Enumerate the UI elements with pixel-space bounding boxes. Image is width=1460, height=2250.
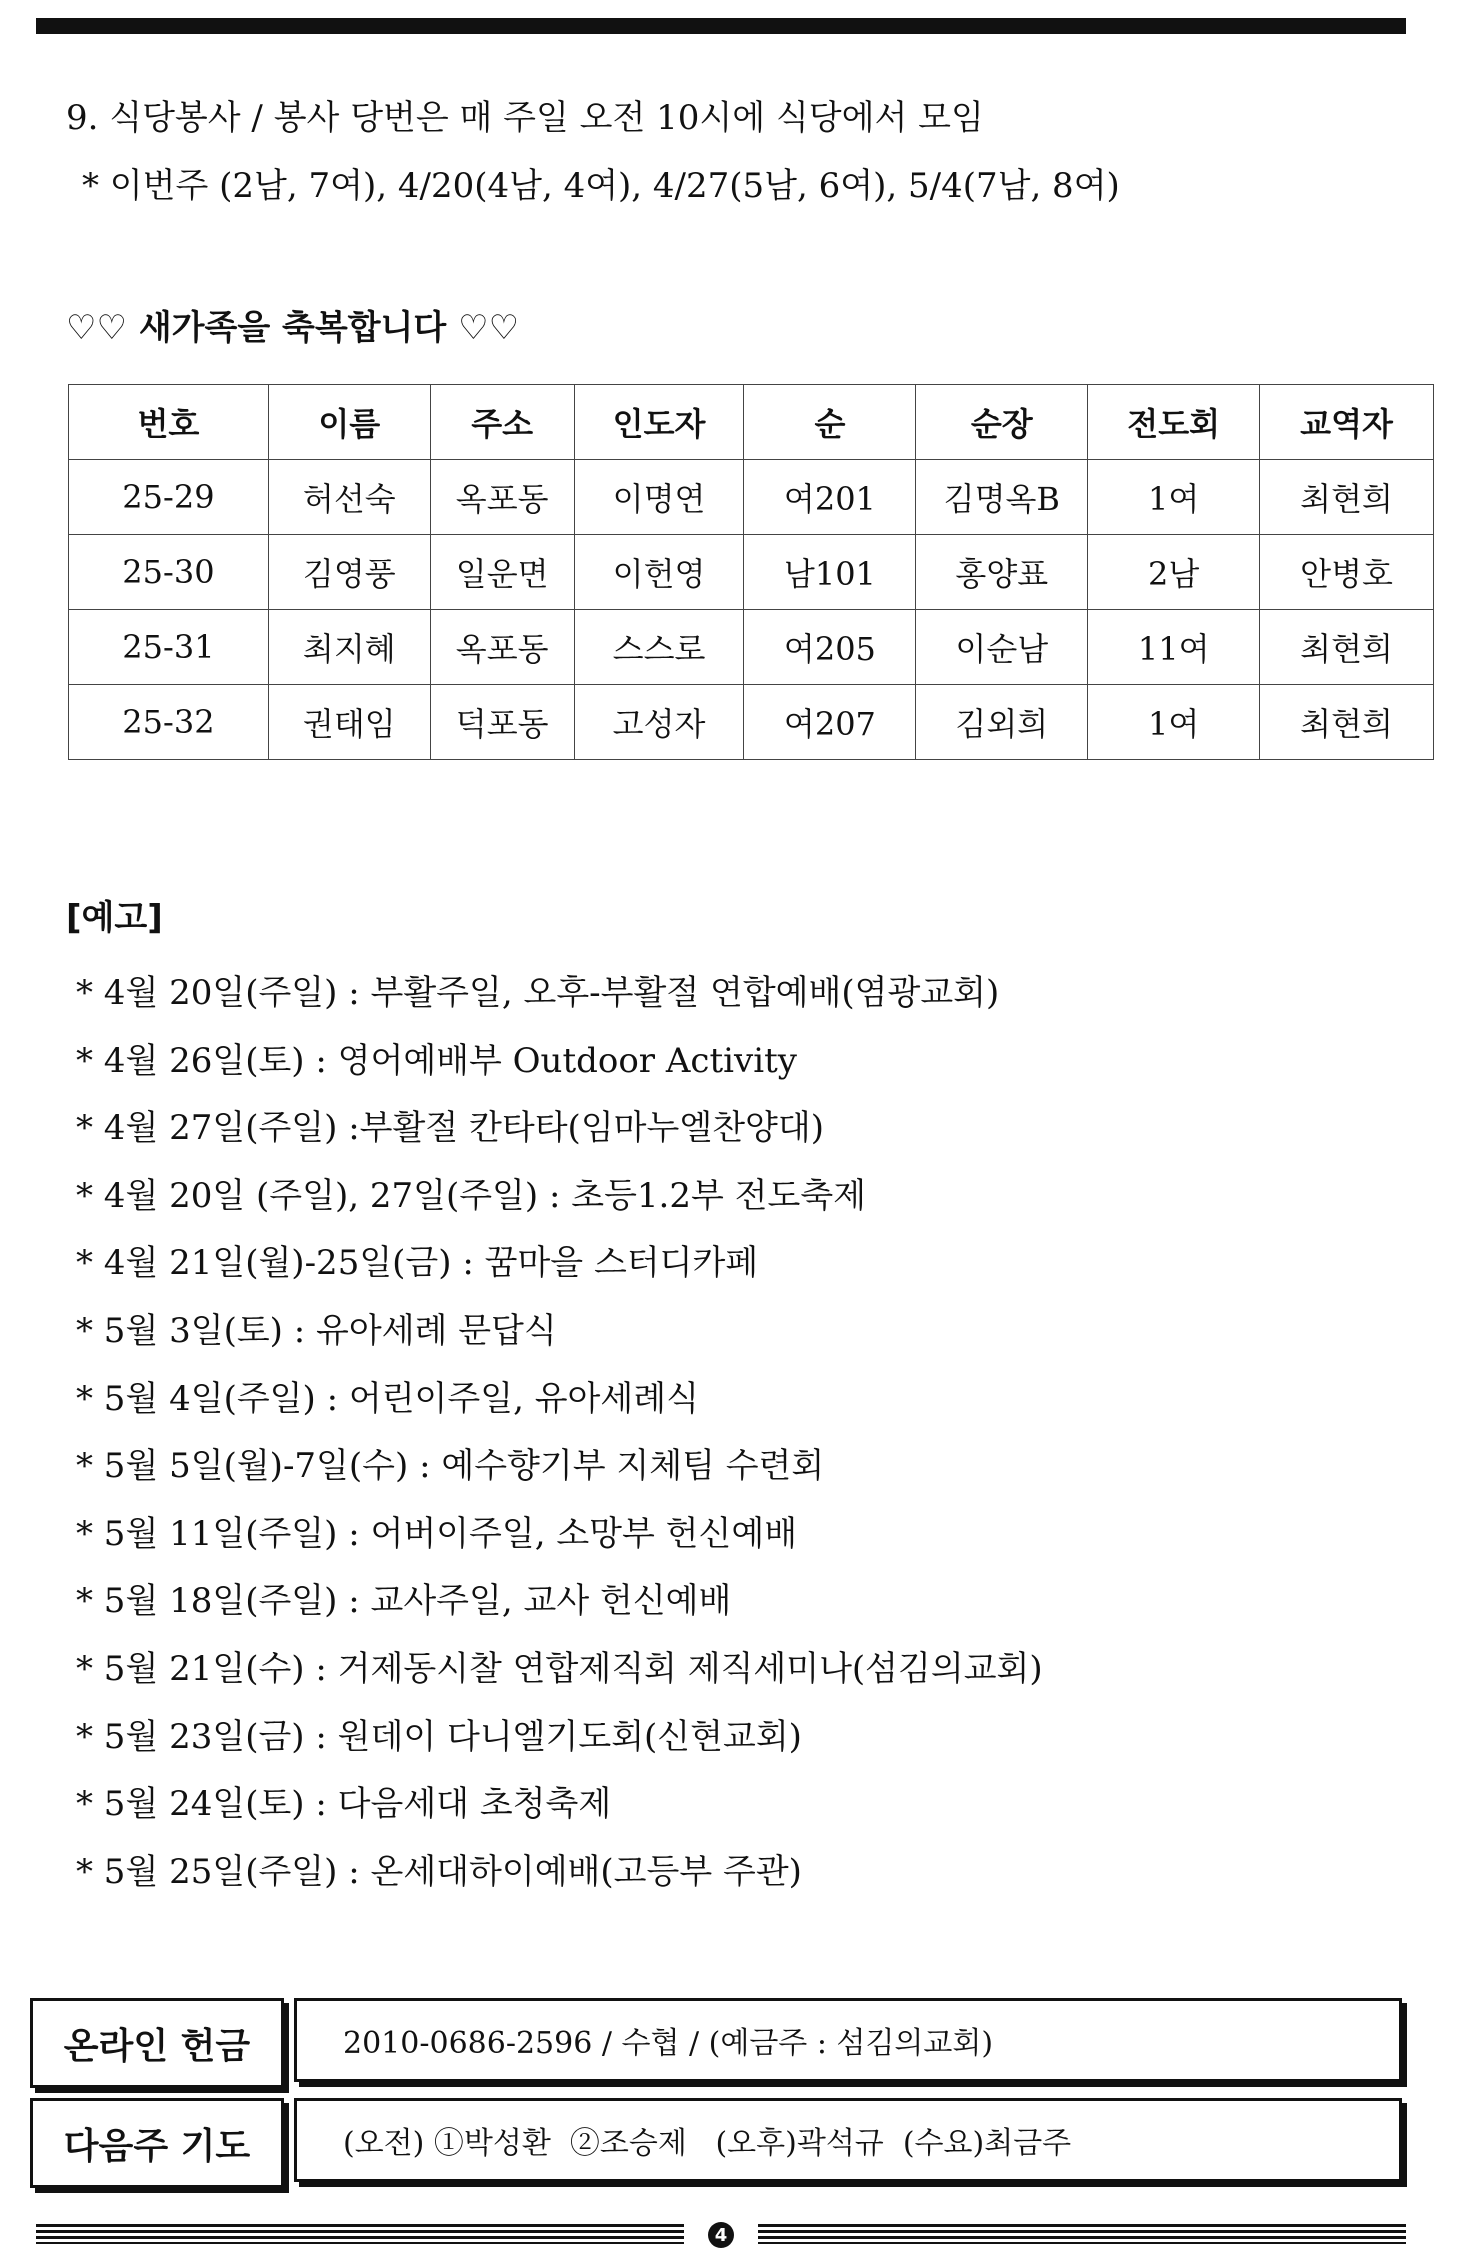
cell-guide: 스스로 bbox=[574, 610, 744, 685]
online-offering-row bbox=[30, 1998, 1410, 2090]
list-item: * 5월 5일(월)-7일(수) : 예수향기부 지체팀 수련회 bbox=[76, 1446, 825, 1487]
cell-name: 최지혜 bbox=[268, 610, 430, 685]
cell-mission-group: 2남 bbox=[1088, 535, 1260, 610]
cell-mission-group: 1여 bbox=[1088, 460, 1260, 535]
cafeteria-service-text: 9. 식당봉사 / 봉사 당번은 매 주일 오전 10시에 식당에서 모임 bbox=[66, 98, 984, 138]
header-name: 이름 bbox=[268, 385, 430, 460]
cell-cell-leader: 이순남 bbox=[916, 610, 1088, 685]
header-guide: 인도자 bbox=[574, 385, 744, 460]
header-address: 주소 bbox=[430, 385, 574, 460]
cell-cell-group: 여205 bbox=[744, 610, 916, 685]
list-item: * 4월 21일(월)-25일(금) : 꿈마을 스터디카페 bbox=[76, 1243, 759, 1284]
new-family-title-text: 새가족을 축복합니다 bbox=[138, 308, 447, 348]
hearts-right-icon: ♡♡ bbox=[458, 308, 520, 348]
cell-number: 25-29 bbox=[69, 460, 269, 535]
new-family-table bbox=[68, 384, 1434, 760]
cell-cell-group: 남101 bbox=[744, 535, 916, 610]
list-item: * 5월 23일(금) : 원데이 다니엘기도회(신현교회) bbox=[76, 1716, 802, 1757]
cell-address: 옥포동 bbox=[430, 610, 574, 685]
cell-mission-group: 11여 bbox=[1088, 610, 1260, 685]
next-week-prayer-value: (오전) ①박성환 ②조승제 (오후)곽석규 (수요)최금주 bbox=[294, 2098, 1402, 2182]
online-offering-account: 2010-0686-2596 / 수협 / (예금주 : 섬김의교회) bbox=[294, 1998, 1402, 2082]
cell-number: 25-30 bbox=[69, 535, 269, 610]
cell-mission-group: 1여 bbox=[1088, 685, 1260, 760]
online-offering-label: 온라인 헌금 bbox=[30, 1998, 284, 2088]
table-header-row bbox=[69, 385, 1434, 460]
cell-cell-group: 여207 bbox=[744, 685, 916, 760]
list-item: * 5월 3일(토) : 유아세례 문답식 bbox=[76, 1310, 557, 1351]
list-item: * 4월 26일(토) : 영어예배부 Outdoor Activity bbox=[76, 1040, 797, 1081]
header-cell-leader: 순장 bbox=[916, 385, 1088, 460]
cell-address: 일운면 bbox=[430, 535, 574, 610]
cafeteria-service-schedule: * 이번주 (2남, 7여), 4/20(4남, 4여), 4/27(5남, 6여), 5/4(7남, 8여) bbox=[82, 166, 1120, 206]
header-number: 번호 bbox=[69, 385, 269, 460]
table-row bbox=[69, 685, 1434, 760]
header-pastor: 교역자 bbox=[1260, 385, 1434, 460]
notice-list bbox=[76, 960, 1043, 1906]
list-item: * 5월 24일(토) : 다음세대 초청축제 bbox=[76, 1784, 612, 1825]
table-row bbox=[69, 460, 1434, 535]
list-item: * 4월 27일(주일) :부활절 칸타타(임마누엘찬양대) bbox=[76, 1108, 824, 1149]
header-cell-group: 순 bbox=[744, 385, 916, 460]
list-item: * 5월 21일(수) : 거제동시찰 연합제직회 제직세미나(섬김의교회) bbox=[76, 1648, 1043, 1689]
footer-rule-right bbox=[758, 2224, 1406, 2244]
top-rule bbox=[36, 18, 1406, 34]
cell-number: 25-32 bbox=[69, 685, 269, 760]
cell-address: 옥포동 bbox=[430, 460, 574, 535]
list-item: * 5월 18일(주일) : 교사주일, 교사 헌신예배 bbox=[76, 1581, 732, 1622]
list-item: * 5월 25일(주일) : 온세대하이예배(고등부 주관) bbox=[76, 1851, 802, 1892]
cell-cell-group: 여201 bbox=[744, 460, 916, 535]
cell-guide: 이명연 bbox=[574, 460, 744, 535]
cell-pastor: 최현희 bbox=[1260, 685, 1434, 760]
new-family-title bbox=[66, 300, 519, 349]
next-week-prayer-row bbox=[30, 2098, 1410, 2190]
cell-pastor: 최현희 bbox=[1260, 610, 1434, 685]
cell-pastor: 안병호 bbox=[1260, 535, 1434, 610]
cell-pastor: 최현희 bbox=[1260, 460, 1434, 535]
cell-number: 25-31 bbox=[69, 610, 269, 685]
list-item: * 4월 20일(주일) : 부활주일, 오후-부활절 연합예배(염광교회) bbox=[76, 973, 1000, 1013]
list-item: * 5월 4일(주일) : 어린이주일, 유아세례식 bbox=[76, 1378, 699, 1419]
table-row bbox=[69, 535, 1434, 610]
cell-cell-leader: 김명옥B bbox=[916, 460, 1088, 535]
cell-guide: 이헌영 bbox=[574, 535, 744, 610]
cell-address: 덕포동 bbox=[430, 685, 574, 760]
cell-cell-leader: 홍양표 bbox=[916, 535, 1088, 610]
page-number: 4 bbox=[708, 2222, 734, 2248]
header-mission-group: 전도회 bbox=[1088, 385, 1260, 460]
list-item: * 5월 11일(주일) : 어버이주일, 소망부 헌신예배 bbox=[76, 1513, 798, 1554]
footer-bar bbox=[36, 2222, 1406, 2246]
next-week-prayer-label: 다음주 기도 bbox=[30, 2098, 284, 2188]
list-item: * 4월 20일 (주일), 27일(주일) : 초등1.2부 전도축제 bbox=[76, 1175, 867, 1216]
cell-name: 김영풍 bbox=[268, 535, 430, 610]
cell-guide: 고성자 bbox=[574, 685, 744, 760]
cell-cell-leader: 김외희 bbox=[916, 685, 1088, 760]
cell-name: 허선숙 bbox=[268, 460, 430, 535]
footer-rule-left bbox=[36, 2224, 684, 2244]
cell-name: 권태임 bbox=[268, 685, 430, 760]
table-row bbox=[69, 610, 1434, 685]
notice-title: [예고] bbox=[66, 898, 163, 938]
hearts-left-icon: ♡♡ bbox=[66, 308, 127, 348]
cafeteria-service-section bbox=[66, 84, 1120, 220]
